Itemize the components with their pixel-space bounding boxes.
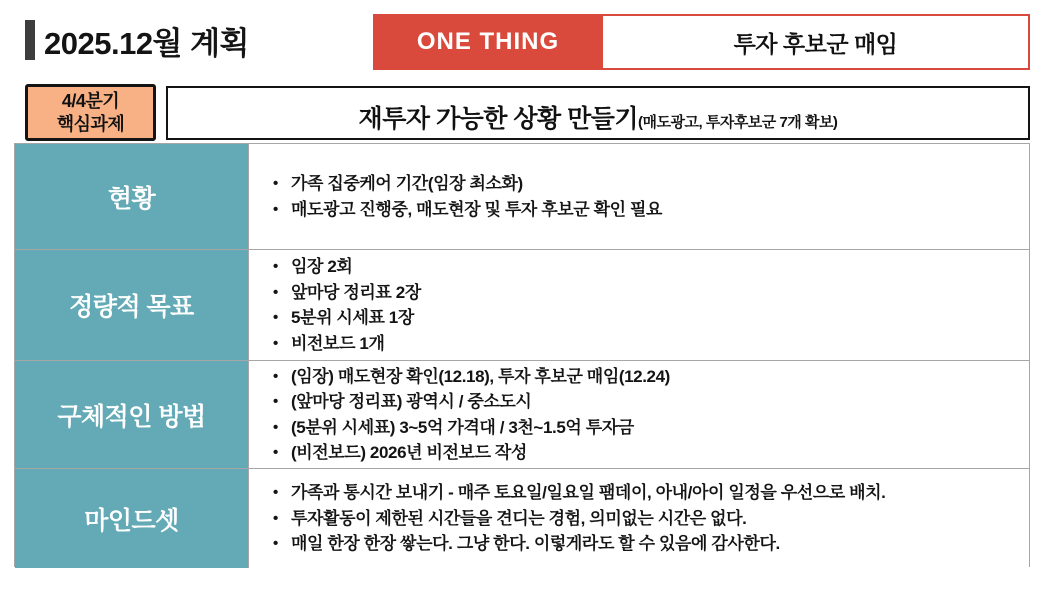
row-content-current-status — [249, 144, 1029, 249]
bullet-item: • 매도광고 진행중, 매도현장 및 투자 후보군 확인 필요 — [271, 197, 1015, 223]
bullet-item: • (5분위 시세표) 3~5억 가격대 / 3천~1.5억 투자금 — [271, 415, 1015, 441]
bullet-list — [271, 254, 1015, 356]
bullet-item: • 투자활동이 제한된 시간들을 견디는 경험, 의미없는 시간은 없다. — [271, 506, 1015, 532]
bullet-item: • 임장 2회 — [271, 254, 1015, 280]
table-row-quantitative-goals — [15, 249, 1029, 360]
bullet-item: • (임장) 매도현장 확인(12.18), 투자 후보군 매임(12.24) — [271, 364, 1015, 390]
quarter-badge-line2: 핵심과제 — [56, 113, 125, 134]
key-goal-sub-text: (매도광고, 투자후보군 7개 확보) — [638, 114, 838, 131]
bullet-item: • 매일 한장 한장 쌓는다. 그냥 한다. 이렇게라도 할 수 있음에 감사한다. — [271, 531, 1015, 557]
bullet-list — [271, 171, 1015, 222]
bullet-list — [271, 364, 1015, 466]
one-thing-banner — [373, 14, 1030, 70]
row-label-mindset: 마인드셋 — [15, 469, 249, 568]
quarter-key-task-badge — [25, 84, 156, 141]
bullet-item: • 가족과 통시간 보내기 - 매주 토요일/일요일 팸데이, 아내/아이 일정을 우선으로 배치. — [271, 480, 1015, 506]
row-content-quantitative-goals — [249, 250, 1029, 360]
bullet-item: • 가족 집중케어 기간(임장 최소화) — [271, 171, 1015, 197]
row-content-specific-methods — [249, 361, 1029, 468]
page-title: 2025.12월 계획 — [44, 25, 250, 61]
table-row-current-status — [15, 144, 1029, 249]
row-label-specific-methods: 구체적인 방법 — [15, 361, 249, 468]
row-content-mindset — [249, 469, 1029, 568]
monthly-plan-table — [14, 143, 1030, 567]
row-label-current-status: 현황 — [15, 144, 249, 249]
bullet-item: • 5분위 시세표 1장 — [271, 305, 1015, 331]
page-title-block — [25, 16, 249, 64]
bullet-item: • (앞마당 정리표) 광역시 / 중소도시 — [271, 389, 1015, 415]
title-accent-bar — [25, 20, 35, 60]
bullet-item: • 앞마당 정리표 2장 — [271, 280, 1015, 306]
key-goal-main-text: 재투자 가능한 상황 만들기 — [358, 105, 639, 133]
bullet-item: • (비전보드) 2026년 비전보드 작성 — [271, 440, 1015, 466]
table-row-mindset — [15, 468, 1029, 568]
bullet-list — [271, 480, 1015, 557]
row-label-quantitative-goals: 정량적 목표 — [15, 250, 249, 360]
quarter-badge-line1: 4/4분기 — [61, 91, 120, 111]
key-goal-box — [166, 86, 1030, 140]
one-thing-value: 투자 후보군 매임 — [603, 14, 1030, 70]
table-row-specific-methods — [15, 360, 1029, 468]
bullet-item: • 비전보드 1개 — [271, 331, 1015, 357]
one-thing-label: ONE THING — [373, 14, 603, 70]
